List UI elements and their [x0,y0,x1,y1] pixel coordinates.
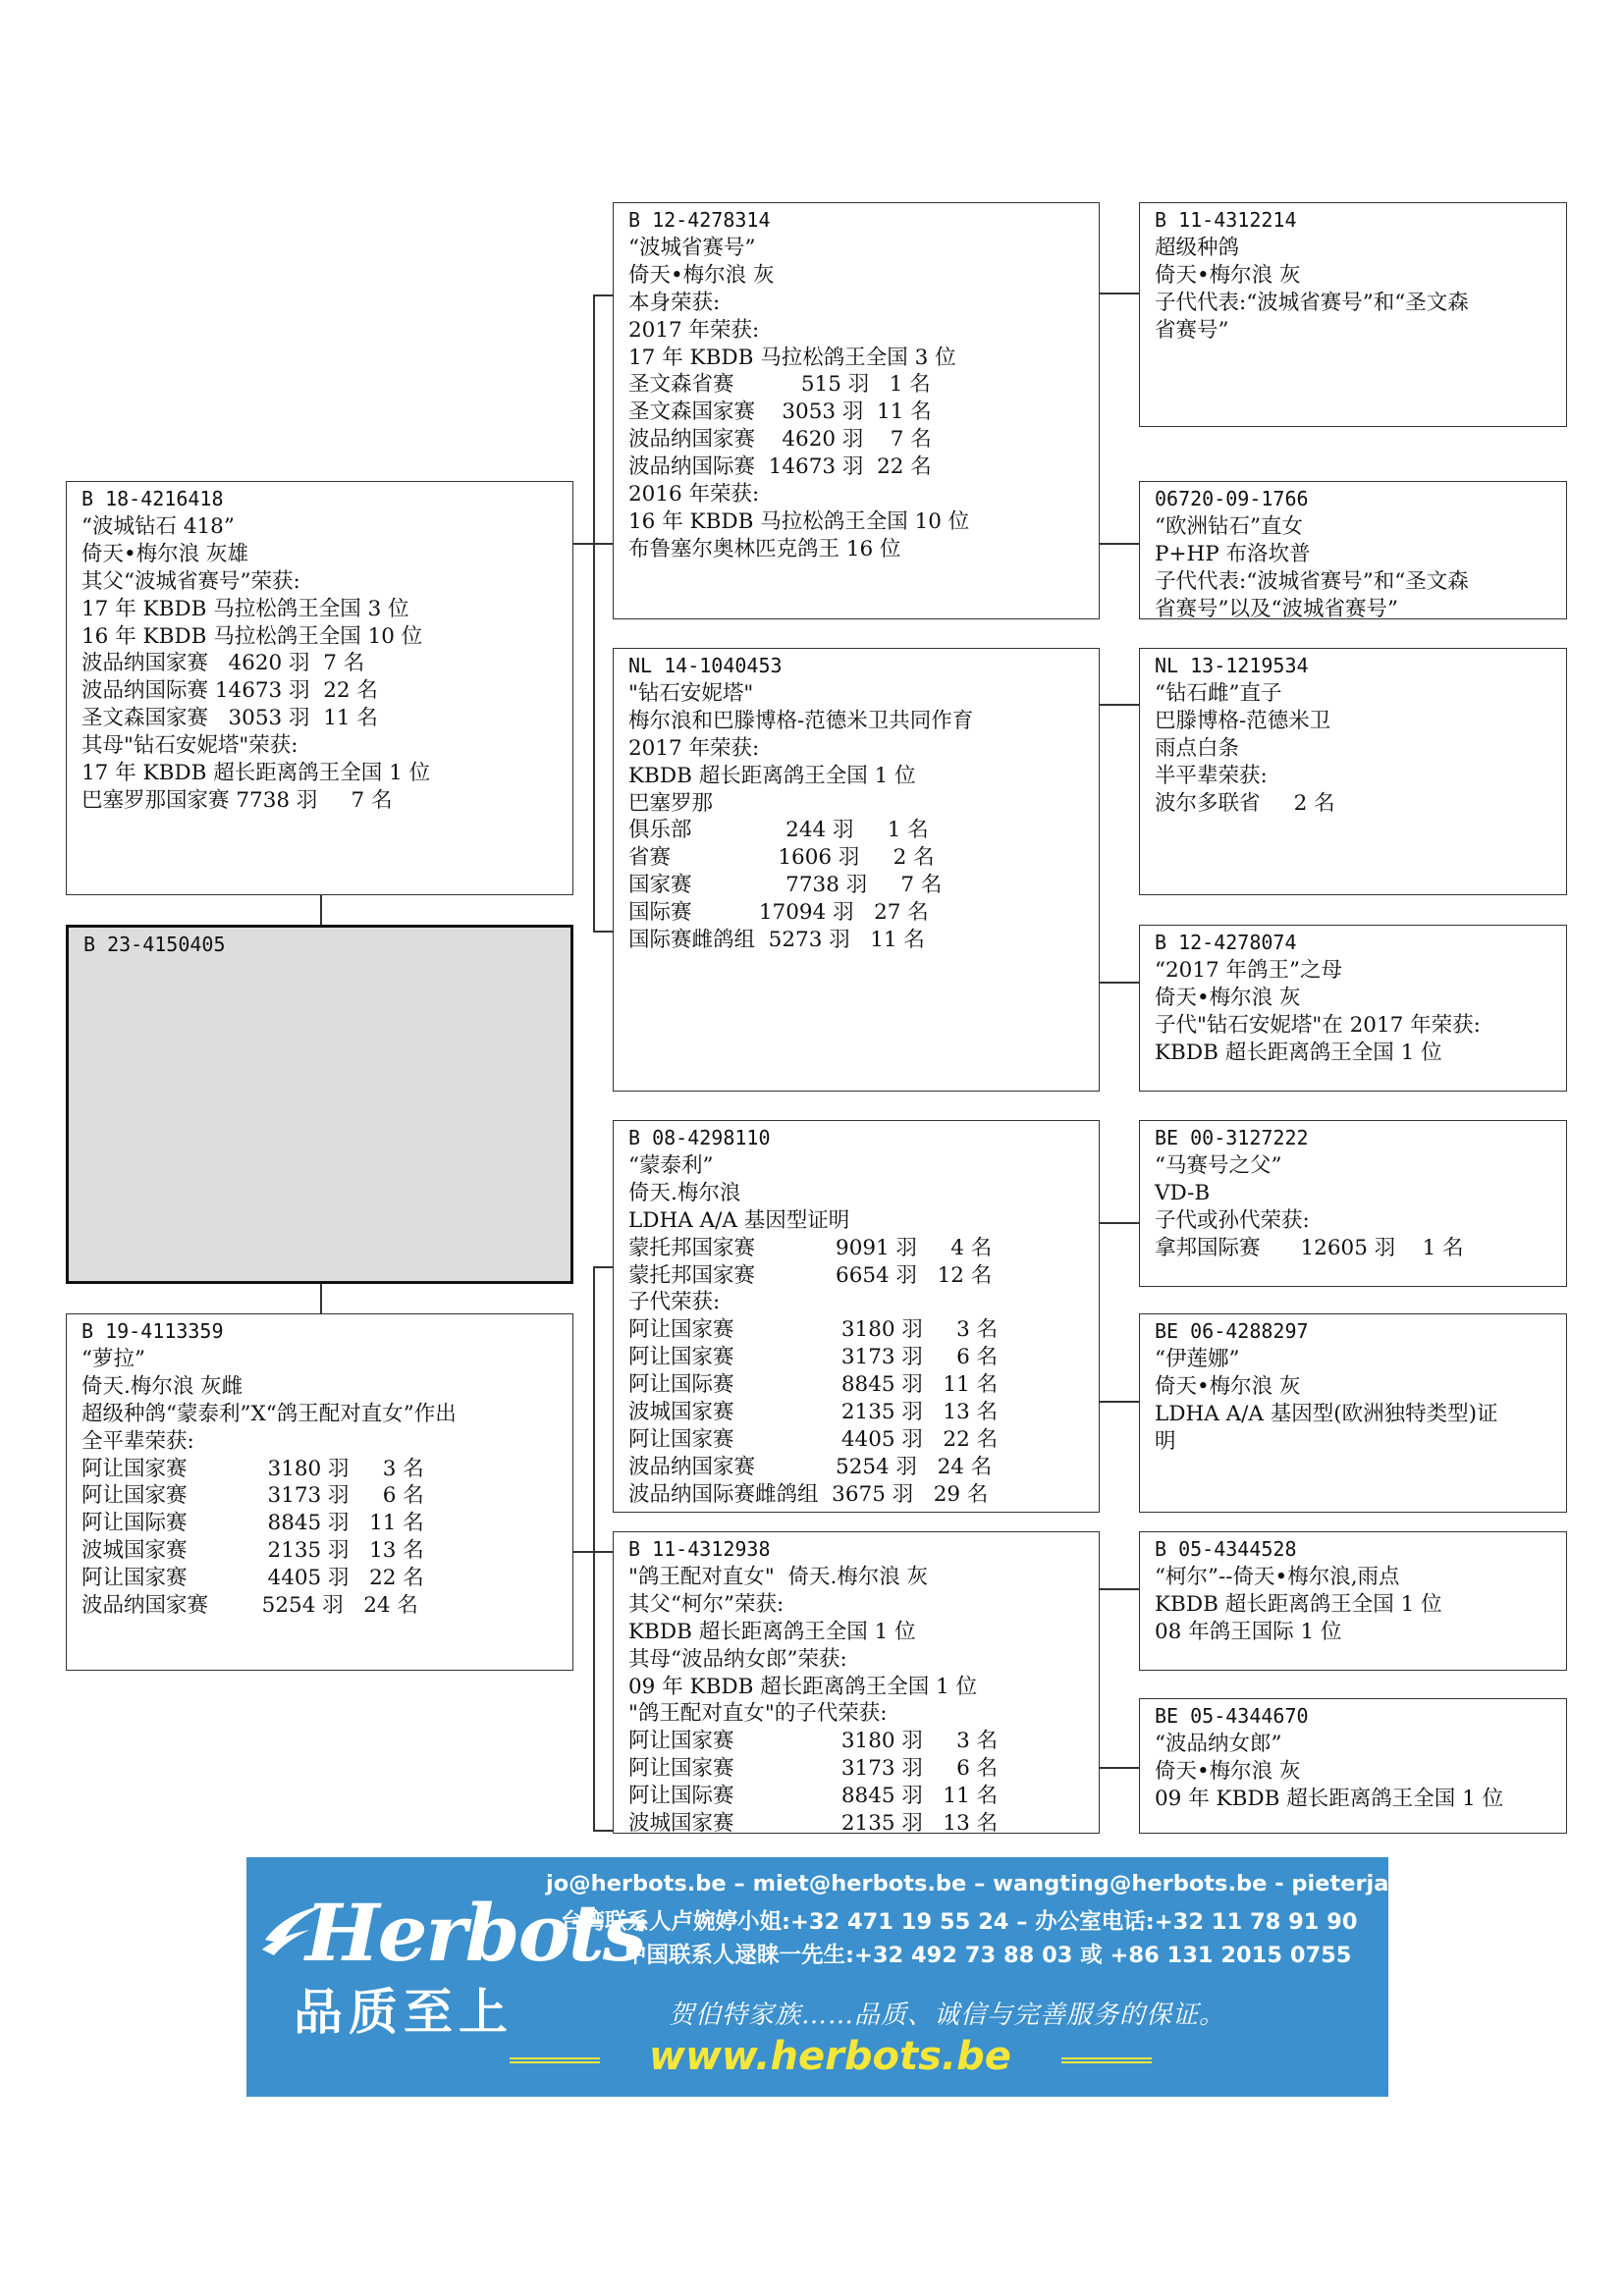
pedigree-line: 倚天•梅尔浪 灰 [628,262,775,288]
divider [510,2057,600,2063]
pedigree-line: 波品纳国际赛雌鸽组 3675 羽 29 名 [628,1481,989,1507]
pedigree-line: 波城国家赛 2135 羽 13 名 [628,1400,999,1425]
pedigree-line: 超级种鸽 [1155,235,1240,260]
pedigree-line: “马赛号之父” [1155,1152,1282,1178]
pedigree-line: “波城省赛号” [628,235,756,260]
ring-number: B 05-4344528 [1155,1537,1297,1561]
pedigree-line: 半平辈荣获: [1155,763,1268,788]
pedigree-line: 倚天.梅尔浪 灰雌 [81,1373,244,1399]
pedigree-line: 雨点白条 [1155,735,1240,761]
pedigree-line: 2016 年荣获: [628,482,760,507]
pedigree-line: 其母"钻石安妮塔"荣获: [81,733,298,759]
pedigree-line: “蒙泰利” [628,1152,714,1178]
email-contacts: jo@herbots.be – miet@herbots.be – wangting@herbots.be - pieterjan@herbots.be [546,1871,1562,1896]
pedigree-line: 子代"钻石安妮塔"在 2017 年荣获: [1155,1012,1481,1038]
connector [1100,704,1139,706]
pedigree-line: 其父“波城省赛号”荣获: [81,568,300,594]
pedigree-line: “伊莲娜” [1155,1346,1240,1371]
ring-number: B 12-4278314 [628,208,771,232]
ring-number: B 11-4312214 [1155,208,1297,232]
dam-dam-box [613,1531,1100,1837]
pedigree-line: VD-B [1155,1180,1211,1205]
connector [593,1830,613,1832]
pedigree-line: 阿让国家赛 3173 羽 6 名 [628,1756,999,1782]
pedigree-line: 超级种鸽“蒙泰利”X“鸽王配对直女”作出 [81,1401,457,1426]
ring-number: B 18-4216418 [81,487,224,510]
ring-number: B 08-4298110 [628,1126,771,1149]
pedigree-line: KBDB 超长距离鸽王全国 1 位 [628,1619,916,1644]
connector [320,1284,322,1313]
pedigree-line: “柯尔”--倚天•梅尔浪,雨点 [1155,1564,1400,1589]
pedigree-line: 17 年 KBDB 马拉松鸽王全国 3 位 [628,345,956,370]
pedigree-line: "鸽王配对直女"的子代荣获: [628,1701,888,1727]
pedigree-line: 波品纳国家赛 5254 羽 24 名 [81,1593,418,1619]
pedigree-line: “萝拉” [81,1346,145,1371]
pedigree-line: 17 年 KBDB 超长距离鸽王全国 1 位 [81,761,431,786]
ring-number: B 11-4312938 [628,1537,771,1561]
connector [1100,293,1139,294]
pedigree-line: 子代代表:“波城省赛号”和“圣文森 [1155,568,1469,594]
pedigree-line: 国家赛 7738 羽 7 名 [628,873,943,898]
pedigree-line: “波城钻石 418” [81,513,235,539]
pedigree-line: 波品纳国际赛 14673 羽 22 名 [628,454,932,480]
pedigree-line: 其父“柯尔”荣获: [628,1591,785,1617]
pedigree-line: KBDB 超长距离鸽王全国 1 位 [1155,1040,1442,1065]
pedigree-line: 16 年 KBDB 马拉松鸽王全国 10 位 [81,623,423,649]
taiwan-contact: 台湾联系人卢婉婷小姐:+32 471 19 55 24 – 办公室电话:+32 11 78 91 90 [561,1909,1358,1935]
ring-number: NL 14-1040453 [628,654,783,677]
pedigree-line: 2017 年荣获: [628,317,760,343]
pedigree-line: 阿让国际赛 8845 羽 11 名 [628,1784,999,1809]
connector [593,294,613,296]
pedigree-line: 圣文森省赛 515 羽 1 名 [628,372,931,398]
dam-sire-dam-box [1139,1313,1567,1513]
pedigree-line: 08 年鸽王国际 1 位 [1155,1619,1342,1644]
dam-sire-box [613,1120,1100,1513]
pedigree-line: 16 年 KBDB 马拉松鸽王全国 10 位 [628,508,970,534]
pedigree-line: 2017 年荣获: [628,735,760,761]
pedigree-line: 国际赛雌鸽组 5273 羽 11 名 [628,928,925,953]
ring-number: 06720-09-1766 [1155,487,1309,510]
pedigree-line: “波品纳女郎” [1155,1731,1282,1756]
china-contact: 中国联系人逯睐一先生:+32 492 73 88 03 或 +86 131 2015 0755 [624,1943,1352,1968]
pedigree-line: 波品纳国家赛 4620 羽 7 名 [81,651,365,676]
website-link[interactable]: www.herbots.be [649,2034,1011,2079]
pedigree-line: 蒙托邦国家赛 9091 羽 4 名 [628,1235,993,1260]
pedigree-line: 子代或孙代荣获: [1155,1207,1310,1233]
ring-number: B 23-4150405 [83,933,226,956]
connector [593,931,613,933]
pedigree-line: 俱乐部 244 羽 1 名 [628,818,929,843]
connector [1100,1401,1139,1403]
pedigree-line: 倚天•梅尔浪 灰 [1155,1373,1301,1399]
slogan: 品质至上 [294,1984,514,2041]
tagline: 贺伯特家族……品质、诚信与完善服务的保证。 [669,2001,1226,2030]
dam-box [66,1313,573,1671]
dam-sire-sire-box [1139,1120,1567,1287]
pedigree-line: 阿让国际赛 8845 羽 11 名 [81,1511,424,1536]
pedigree-line: 09 年 KBDB 超长距离鸽王全国 1 位 [1155,1786,1504,1811]
pedigree-line: LDHA A/A 基因型(欧洲独特类型)证 [1155,1401,1498,1426]
sire-dam-dam-box [1139,925,1567,1092]
pedigree-line: 倚天•梅尔浪 灰 [1155,1758,1301,1784]
pedigree-line: 巴塞罗那国家赛 7738 羽 7 名 [81,787,393,813]
pedigree-line: 其母“波品纳女郎”荣获: [628,1646,847,1672]
connector [1100,1222,1139,1224]
pedigree-line: 阿让国际赛 8845 羽 11 名 [628,1372,999,1398]
pedigree-line: 省赛号” [1155,317,1229,343]
pedigree-line: 全平辈荣获: [81,1428,194,1454]
ring-number: B 19-4113359 [81,1319,224,1343]
ring-number: BE 05-4344670 [1155,1704,1309,1728]
pedigree-line: 布鲁塞尔奥林匹克鸽王 16 位 [628,536,901,561]
pedigree-line: 明 [1155,1428,1176,1454]
pedigree-line: 倚天•梅尔浪 灰 [1155,985,1301,1010]
connector [320,895,322,925]
pedigree-line: 阿让国家赛 4405 羽 22 名 [628,1426,999,1452]
pedigree-line: LDHA A/A 基因型证明 [628,1207,850,1233]
connector [593,1266,613,1268]
pedigree-line: P+HP 布洛坎普 [1155,541,1311,566]
pedigree-line: 圣文森国家赛 3053 羽 11 名 [81,706,378,731]
pedigree-line: 圣文森国家赛 3053 羽 11 名 [628,400,932,425]
pedigree-line: 17 年 KBDB 马拉松鸽王全国 3 位 [81,596,409,621]
pedigree-line: 阿让国家赛 3180 羽 3 名 [628,1317,999,1343]
sire-sire-box [613,202,1100,619]
divider [1061,2057,1152,2063]
sire-box [66,481,573,895]
pedigree-line: 阿让国家赛 4405 羽 22 名 [81,1566,424,1591]
ring-number: BE 06-4288297 [1155,1319,1309,1343]
pedigree-line: 倚天.梅尔浪 [628,1180,741,1205]
herbots-logo: Herbots [305,1887,645,1979]
pedigree-line: 拿邦国际赛 12605 羽 1 名 [1155,1235,1464,1260]
pedigree-line: "鸽王配对直女" 倚天.梅尔浪 灰 [628,1564,929,1589]
dam-dam-dam-box [1139,1698,1567,1834]
pedigree-line: 波城国家赛 2135 羽 13 名 [81,1538,424,1564]
pedigree-line: 梅尔浪和巴滕博格-范德米卫共同作育 [628,708,974,733]
pedigree-line: KBDB 超长距离鸽王全国 1 位 [628,763,916,788]
pedigree-line: 波品纳国家赛 4620 羽 7 名 [628,427,932,453]
sire-sire-dam-box [1139,481,1567,619]
connector [1100,1767,1139,1769]
pedigree-line: "钻石安妮塔" [628,680,754,706]
subject-box [66,925,573,1284]
pedigree-line: 09 年 KBDB 超长距离鸽王全国 1 位 [628,1674,978,1699]
pedigree-line: 波品纳国际赛 14673 羽 22 名 [81,678,378,704]
pedigree-line: 巴滕博格-范德米卫 [1155,708,1331,733]
ring-number: B 12-4278074 [1155,931,1297,954]
pedigree-line: 蒙托邦国家赛 6654 羽 12 名 [628,1262,993,1288]
pedigree-line: 阿让国家赛 3180 羽 3 名 [81,1456,424,1481]
pedigree-line: 波尔多联省 2 名 [1155,790,1335,816]
connector [593,294,595,931]
pedigree-line: “2017 年鸽王”之母 [1155,957,1343,983]
pedigree-line: 省赛号”以及“波城省赛号” [1155,596,1398,621]
sire-dam-box [613,648,1100,1092]
pedigree-line: 倚天•梅尔浪 灰 [1155,262,1301,288]
pedigree-line: 波品纳国家赛 5254 羽 24 名 [628,1454,993,1479]
dam-dam-sire-box [1139,1531,1567,1671]
sire-sire-sire-box [1139,202,1567,427]
ring-number: BE 00-3127222 [1155,1126,1309,1149]
connector [1100,543,1139,545]
pedigree-line: 子代荣获: [628,1290,721,1315]
herbots-banner [246,1857,1562,2097]
pedigree-line: “钻石雌”直子 [1155,680,1282,706]
pedigree-line: 子代代表:“波城省赛号”和“圣文森 [1155,290,1469,315]
pedigree-line: KBDB 超长距离鸽王全国 1 位 [1155,1591,1442,1617]
pedigree-line: 本身荣获: [628,290,721,315]
pedigree-line: 国际赛 17094 羽 27 名 [628,900,929,926]
sire-dam-sire-box [1139,648,1567,895]
ring-number: NL 13-1219534 [1155,654,1309,677]
connector [1100,982,1139,984]
pedigree-line: 阿让国家赛 3173 羽 6 名 [81,1483,424,1509]
connector [593,1266,595,1830]
pedigree-line: 阿让国家赛 3180 羽 3 名 [628,1729,999,1754]
pedigree-line: 倚天•梅尔浪 灰雄 [81,541,249,566]
pedigree-line: 省赛 1606 羽 2 名 [628,845,935,871]
pedigree-line: 波城国家赛 2135 羽 13 名 [628,1811,999,1837]
pedigree-line: 巴塞罗那 [628,790,714,816]
pedigree-line: “欧洲钻石”直女 [1155,513,1303,539]
connector [1100,1588,1139,1590]
pedigree-line: 阿让国家赛 3173 羽 6 名 [628,1345,999,1370]
